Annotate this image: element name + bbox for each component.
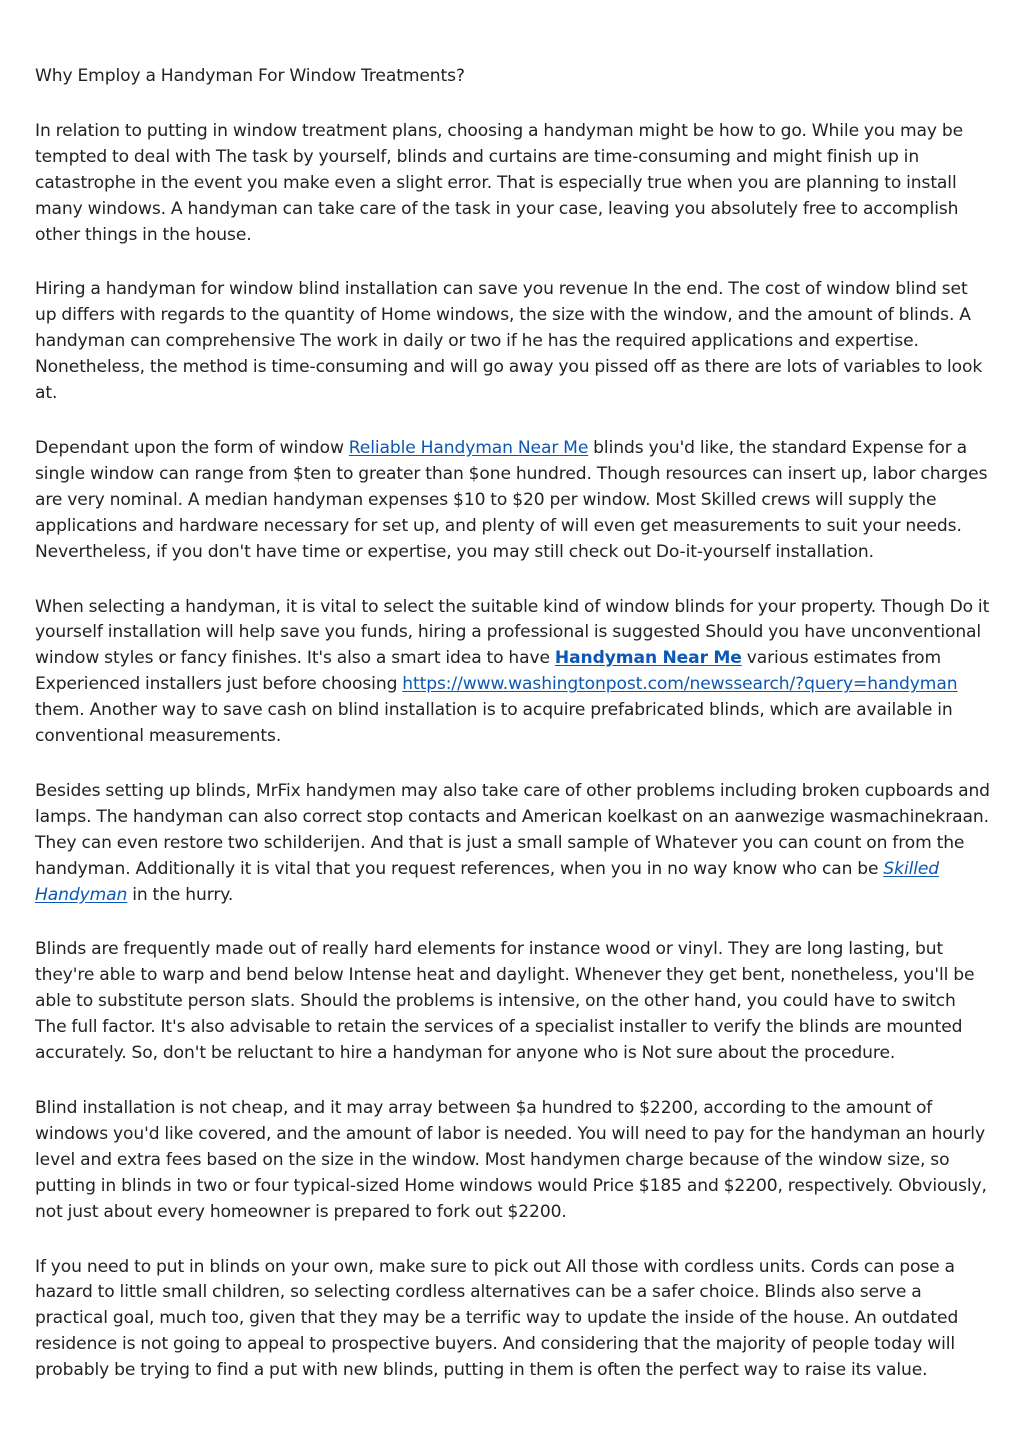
reliable-handyman-link[interactable]: Reliable Handyman Near Me: [348, 437, 589, 458]
paragraph-5: [35, 779, 991, 909]
paragraph-5-text-a: Besides setting up blinds, MrFix handymen may also take care of other problems including broken cupboards and lamps. The handyman can also correct stop contacts and American koelkast on an aanwezige wasmachinekraan. They can even restore two schilderijen. And that is just a small sample of Whatever you can count on from the handyman. Additionally it is vital that you request references, when you in no way know who can be: [35, 780, 990, 879]
paragraph-2: Hiring a handyman for window blind installation can save you revenue In the end. The cost of window blind set up differs with regards to the quantity of Home windows, the size with the window, and the amount of blinds. A handyman can comprehensive The work in daily or two if he has the required applications and expertise. Nonetheless, the method is time-consuming and will go away you pissed off as there are lots of variables to look at.: [35, 279, 983, 404]
paragraph-1: In relation to putting in window treatment plans, choosing a handyman might be how to go. While you may be tempted to deal with The task by yourself, blinds and curtains are time-consuming and might finish up in catastrophe in the event you make even a slight error. That is especially true when you are planning to install many windows. A handyman can take care of the task in your case, leaving you absolutely free to accomplish other things in the house.: [35, 120, 963, 245]
skilled-handyman-link[interactable]: Skilled Handyman: [35, 858, 940, 905]
paragraph-5-text-b: in the hurry.: [127, 884, 234, 905]
washingtonpost-link[interactable]: https://www.washingtonpost.com/newssearch/?query=handyman: [402, 674, 958, 695]
paragraph-7: Blind installation is not cheap, and it may array between $a hundred to $2200, according to the amount of windows you'd like covered, and the amount of labor is needed. You will need to pay for the handyman an hourly level and extra fees based on the size in the window. Most handymen charge because of the window size, so putting in blinds in two or four typical-sized Home windows would Price $185 and $2200, respectively. Obviously, not just about every homeowner is prepared to fork out $2200.: [35, 1098, 987, 1222]
paragraph-8: If you need to put in blinds on your own, make sure to pick out All those with cordless units. Cords can pose a hazard to little small children, so selecting cordless alternatives can be a safer choice. Blinds also serve a practical goal, much too, given that they may be a terrific way to update the inside of the house. An outdated residence is not going to appeal to prospective buyers. And considering that the majority of people today will probably be trying to find a put with new blinds, putting in them is often the perfect way to raise its value.: [35, 1256, 959, 1381]
paragraph-4-text-a: When selecting a handyman, it is vital to select the suitable kind of window blinds for your property. Though Do it yourself installation will help save you funds, hiring a professional is suggested Should you have unconventional window styles or fancy finishes. It's also a smart idea to have: [35, 596, 990, 669]
paragraph-6: Blinds are frequently made out of really hard elements for instance wood or vinyl. They are long lasting, but they're able to warp and bend below Intense heat and daylight. Whenever they get bent, nonetheless, you'll be able to substitute person slats. Should the problems is intensive, on the other hand, you could have to switch The full factor. It's also advisable to retain the services of a specialist installer to verify the blinds are mounted accurately. So, don't be reluctant to hire a handyman for anyone who is Not sure about the procedure.: [35, 939, 975, 1064]
paragraph-3-text-a: Dependant upon the form of window: [35, 437, 349, 458]
paragraph-4-text-b: various estimates from Experienced installers just before choosing: [35, 648, 942, 695]
document-title: Why Employ a Handyman For Window Treatments?: [35, 66, 465, 86]
paragraph-4-text-c: them. Another way to save cash on blind installation is to acquire prefabricated blinds, which are available in conventional measurements.: [35, 700, 953, 747]
paragraph-3: [35, 436, 991, 566]
document-page: [35, 64, 991, 1413]
paragraph-4: [35, 595, 991, 750]
paragraph-3-text-b: blinds you'd like, the standard Expense for a single window can range from $ten to greater than $one hundred. Though resources can insert up, labor charges are very nominal. A median handyman expenses $10 to $20 per window. Most Skilled crews will supply the applications and hardware necessary for set up, and plenty of will even get measurements to suit your needs. Nevertheless, if you don't have time or expertise, you may still check out Do-it-yourself installation.: [35, 437, 988, 562]
handyman-near-me-link[interactable]: Handyman Near Me: [554, 648, 742, 669]
